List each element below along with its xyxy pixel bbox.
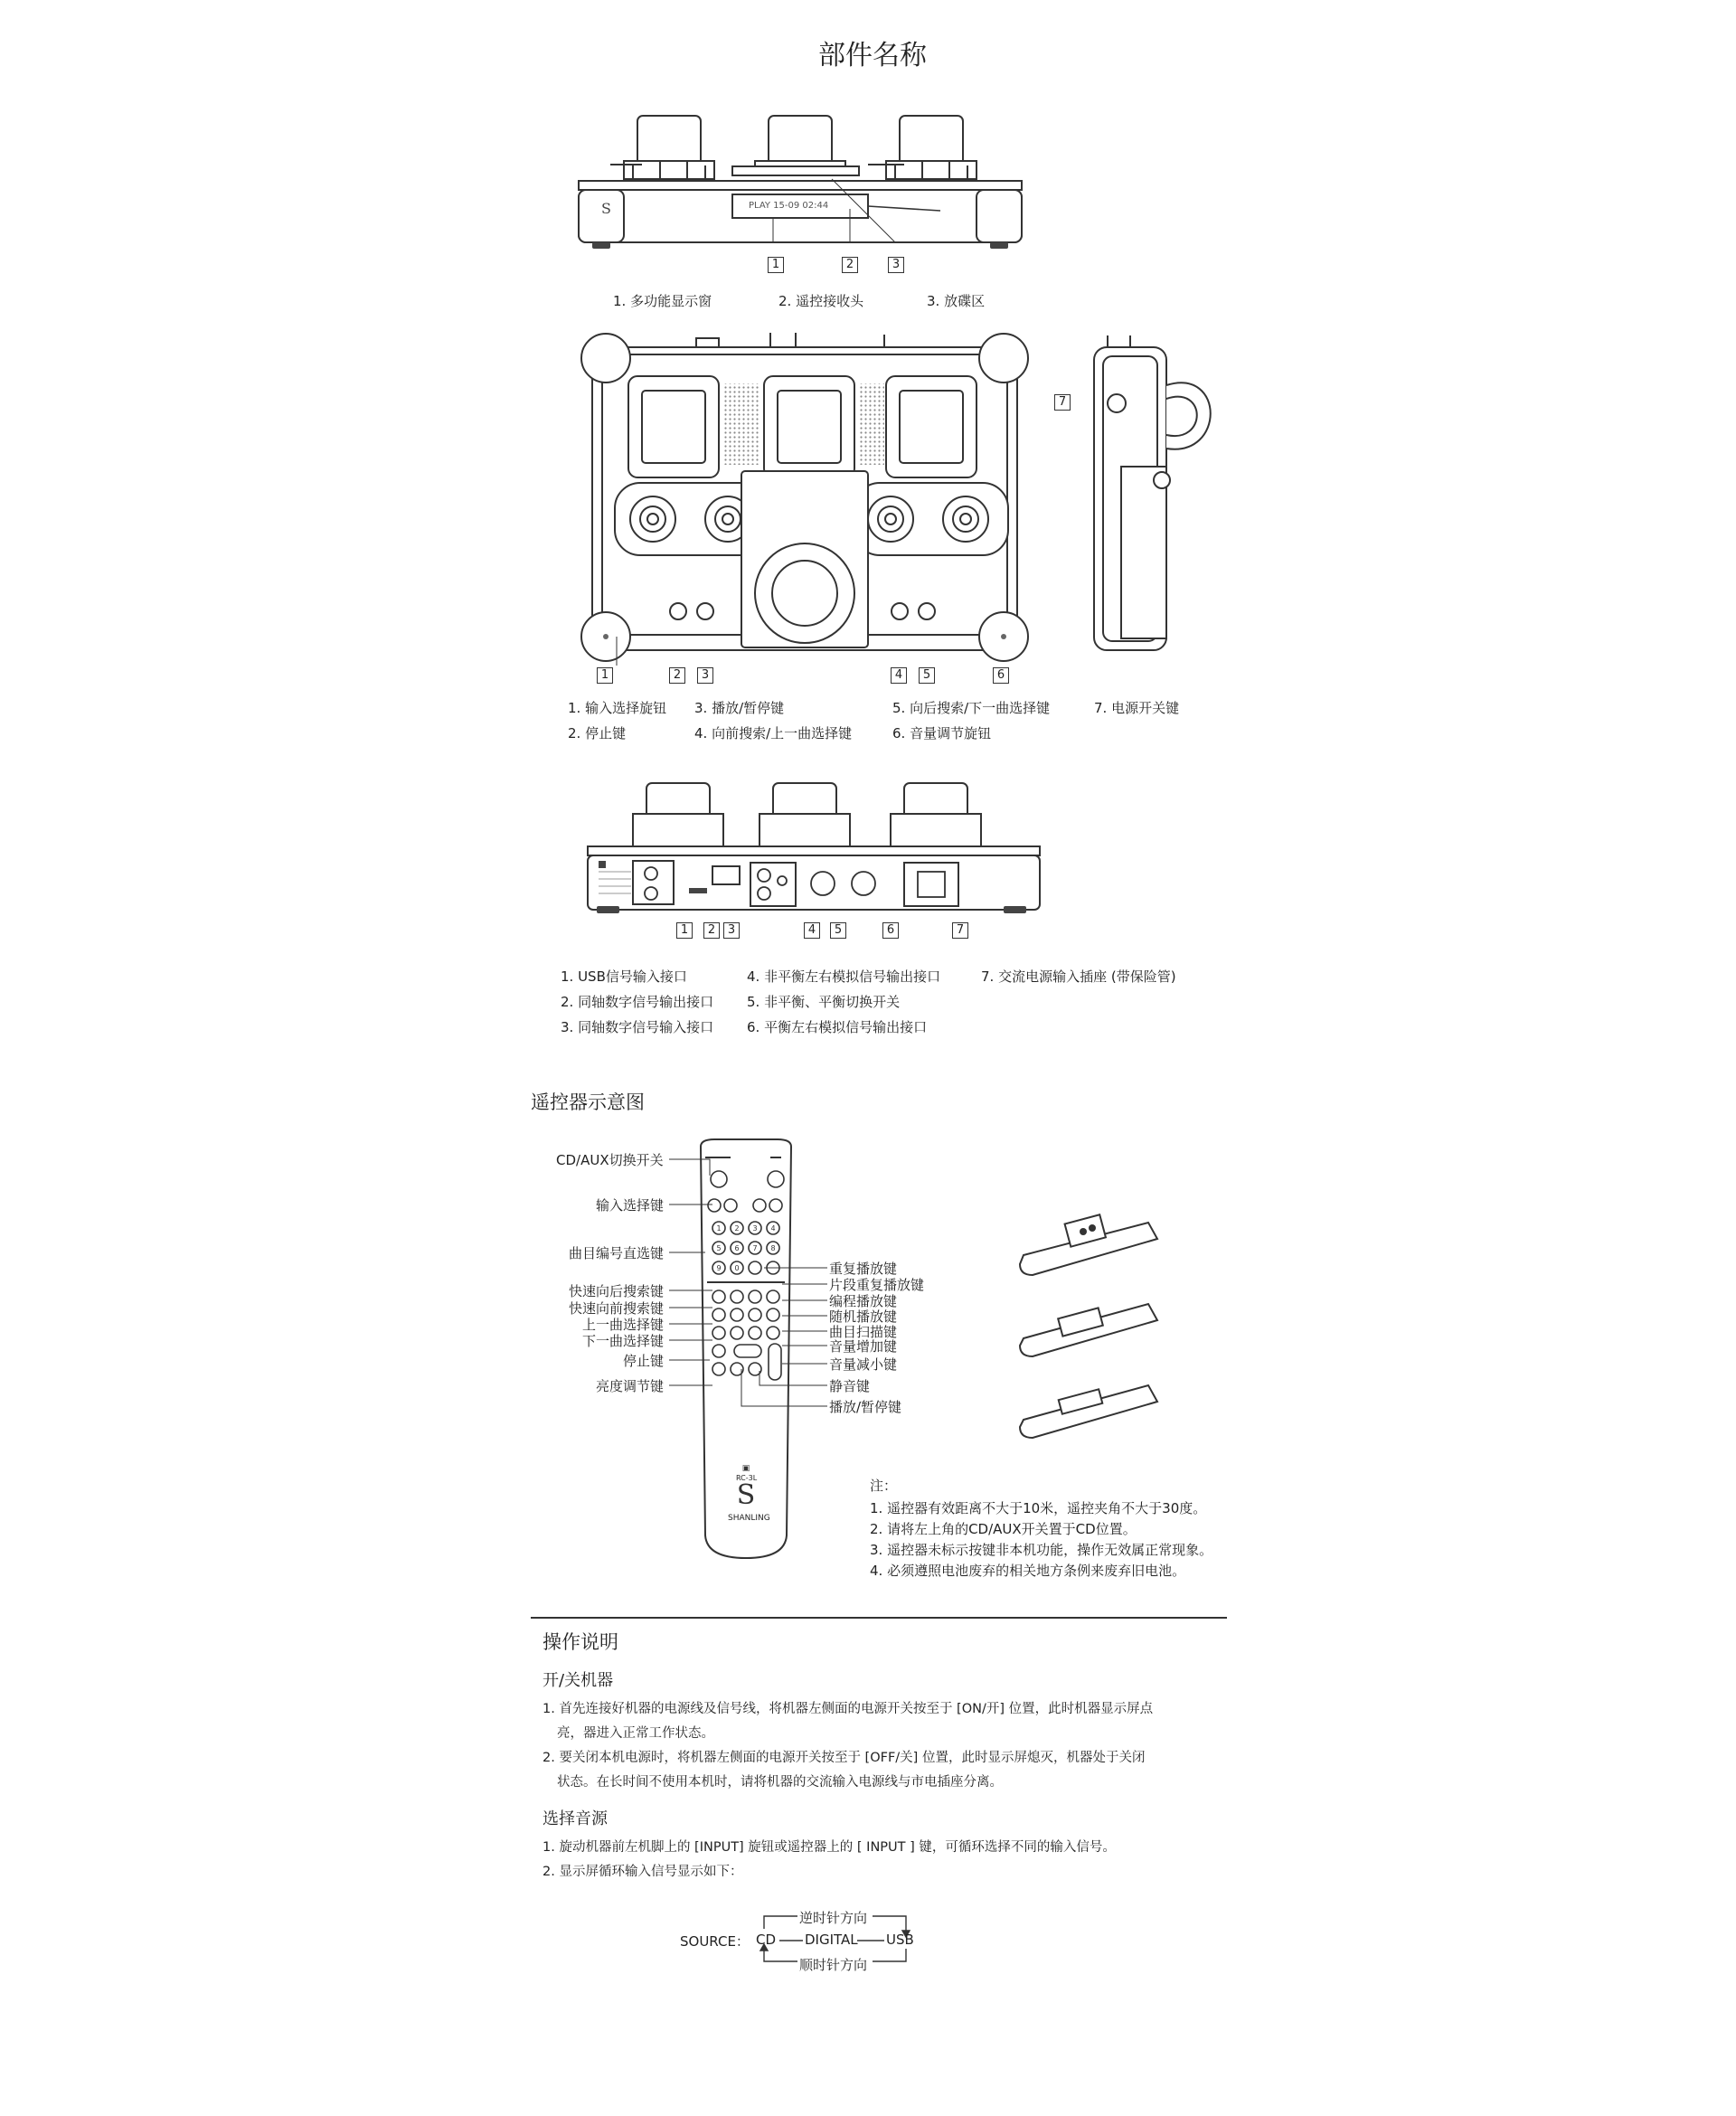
svg-text:▣: ▣ [741, 1464, 750, 1473]
top-callout-1: 1 [597, 667, 613, 684]
remote-digit-0: 0 [734, 1264, 740, 1272]
flow-source-label: SOURCE： [680, 1933, 750, 1950]
source-item-1: 1. 旋动机器前左机脚上的 [INPUT] 旋钮或遥控器上的 [ INPUT ] 键，可循环选择不同的输入信号。 [542, 1840, 1116, 1855]
remote-left-label-1: CD/AUX切换开关 [556, 1152, 664, 1168]
remote-right-label-4: 随机播放键 [829, 1308, 898, 1325]
front-label-2: 2. 遥控接收头 [778, 293, 864, 309]
front-callout-3: 3 [888, 257, 904, 273]
top-callout-2: 2 [669, 667, 685, 684]
remote-right-label-6: 音量增加键 [829, 1338, 898, 1355]
remote-note-3: 3. 遥控器未标示按键非本机功能，操作无效属正常现象。 [870, 1542, 1213, 1558]
rear-callout-3: 3 [723, 922, 740, 939]
remote-left-label-4: 快速向后搜索键 [569, 1283, 665, 1299]
remote-digit-9: 9 [716, 1264, 722, 1272]
remote-model-label: RC-3L [736, 1474, 758, 1482]
top-label-5: 5. 向后搜索/下一曲选择键 [892, 700, 1051, 716]
top-view-drawing [579, 331, 1031, 666]
source-subtitle: 选择音源 [542, 1809, 608, 1828]
remote-right-label-3: 编程播放键 [829, 1293, 898, 1309]
top-label-3: 3. 播放/暂停键 [694, 700, 785, 716]
power-item-2-line-2: 状态。在长时间不使用本机时，请将机器的交流输入电源线与市电插座分离。 [557, 1775, 1003, 1790]
rear-label-5: 5. 非平衡、平衡切换开关 [747, 994, 901, 1010]
remote-right-label-1: 重复播放键 [829, 1261, 898, 1277]
power-item-1-line-2: 亮，器进入正常工作状态。 [557, 1726, 714, 1741]
power-subtitle: 开/关机器 [542, 1671, 614, 1690]
top-callout-6: 6 [993, 667, 1009, 684]
top-callout-4: 4 [891, 667, 907, 684]
remote-digit-8: 8 [770, 1244, 776, 1252]
flow-ccw-label: 逆时针方向 [799, 1910, 868, 1926]
battery-install-drawing [1013, 1203, 1175, 1465]
remote-section-title: 遥控器示意图 [531, 1091, 645, 1113]
remote-left-label-5: 快速向前搜索键 [569, 1300, 665, 1317]
front-view-drawing [570, 107, 1040, 260]
remote-right-label-2: 片段重复播放键 [829, 1277, 925, 1293]
rear-label-2: 2. 同轴数字信号输出接口 [561, 994, 714, 1010]
remote-note-1: 1. 遥控器有效距离不大于10米，遥控夹角不大于30度。 [870, 1500, 1207, 1516]
flow-cw-label: 顺时针方向 [799, 1957, 868, 1973]
rear-label-4: 4. 非平衡左右模拟信号输出接口 [747, 968, 941, 985]
top-label-7: 7. 电源开关键 [1094, 700, 1180, 716]
svg-text:S: S [601, 200, 611, 217]
rear-callout-2: 2 [703, 922, 720, 939]
rear-label-6: 6. 平衡左右模拟信号输出接口 [747, 1019, 928, 1035]
remote-right-label-9: 播放/暂停键 [829, 1399, 902, 1415]
front-callout-1: 1 [768, 257, 784, 273]
top-callout-7: 7 [1054, 394, 1071, 411]
remote-digit-1: 1 [716, 1224, 722, 1233]
power-item-2-line-1: 2. 要关闭本机电源时，将机器左侧面的电源开关按至于 [OFF/关] 位置，此时显示屏熄灭，机器处于关闭 [542, 1751, 1146, 1765]
remote-right-label-8: 静音键 [829, 1378, 871, 1394]
remote-digit-7: 7 [752, 1244, 758, 1252]
flow-digital: DIGITAL [805, 1932, 858, 1948]
rear-label-3: 3. 同轴数字信号输入接口 [561, 1019, 714, 1035]
rear-callout-7: 7 [952, 922, 968, 939]
rear-callout-4: 4 [804, 922, 820, 939]
remote-leader-lines [669, 1148, 832, 1420]
rear-callout-1: 1 [676, 922, 693, 939]
front-callout-2: 2 [842, 257, 858, 273]
section-divider [531, 1617, 1227, 1619]
remote-right-label-7: 音量减小键 [829, 1356, 898, 1373]
remote-left-label-9: 亮度调节键 [596, 1378, 665, 1394]
rear-label-7: 7. 交流电源输入插座 (带保险管) [981, 968, 1176, 985]
remote-digit-3: 3 [752, 1224, 758, 1233]
top-label-4: 4. 向前搜索/上一曲选择键 [694, 725, 853, 742]
rear-callout-6: 6 [882, 922, 899, 939]
side-view-drawing [1080, 331, 1234, 666]
front-label-1: 1. 多功能显示窗 [613, 293, 712, 309]
source-item-2: 2. 显示屏循环输入信号显示如下： [542, 1865, 743, 1879]
remote-brand-label: SHANLING [728, 1514, 770, 1523]
top-label-6: 6. 音量调节旋钮 [892, 725, 992, 742]
remote-left-label-6: 上一曲选择键 [582, 1317, 665, 1333]
top-label-2: 2. 停止键 [568, 725, 627, 742]
remote-digit-2: 2 [734, 1224, 740, 1233]
flow-cd: CD [756, 1932, 777, 1948]
remote-right-label-5: 曲目扫描键 [829, 1324, 898, 1340]
remote-notes-title: 注： [870, 1478, 898, 1494]
remote-note-2: 2. 请将左上角的CD/AUX开关置于CD位置。 [870, 1521, 1137, 1537]
page-title: 部件名称 [818, 40, 927, 71]
operation-section-title: 操作说明 [542, 1631, 618, 1653]
remote-digit-5: 5 [716, 1244, 722, 1252]
remote-left-label-3: 曲目编号直选键 [569, 1245, 665, 1261]
top-label-1: 1. 输入选择旋钮 [568, 700, 667, 716]
front-label-3: 3. 放碟区 [927, 293, 986, 309]
remote-left-label-8: 停止键 [623, 1353, 665, 1369]
remote-left-label-2: 输入选择键 [596, 1197, 665, 1214]
flow-usb: USB [886, 1932, 914, 1948]
rear-view-drawing [579, 779, 1049, 924]
remote-note-4: 4. 必须遵照电池废弃的相关地方条例来废弃旧电池。 [870, 1563, 1186, 1579]
remote-left-label-7: 下一曲选择键 [582, 1333, 665, 1349]
remote-digit-6: 6 [734, 1244, 740, 1252]
top-callout-5: 5 [919, 667, 935, 684]
power-item-1-line-1: 1. 首先连接好机器的电源线及信号线，将机器左侧面的电源开关按至于 [ON/开] 位置，此时机器显示屏点 [542, 1702, 1154, 1716]
rear-label-1: 1. USB信号输入接口 [561, 968, 687, 985]
remote-digit-4: 4 [770, 1224, 776, 1233]
front-display-text: PLAY 15-09 02:44 [749, 201, 829, 211]
rear-callout-5: 5 [830, 922, 846, 939]
top-callout-3: 3 [697, 667, 713, 684]
svg-text:S: S [736, 1479, 756, 1511]
